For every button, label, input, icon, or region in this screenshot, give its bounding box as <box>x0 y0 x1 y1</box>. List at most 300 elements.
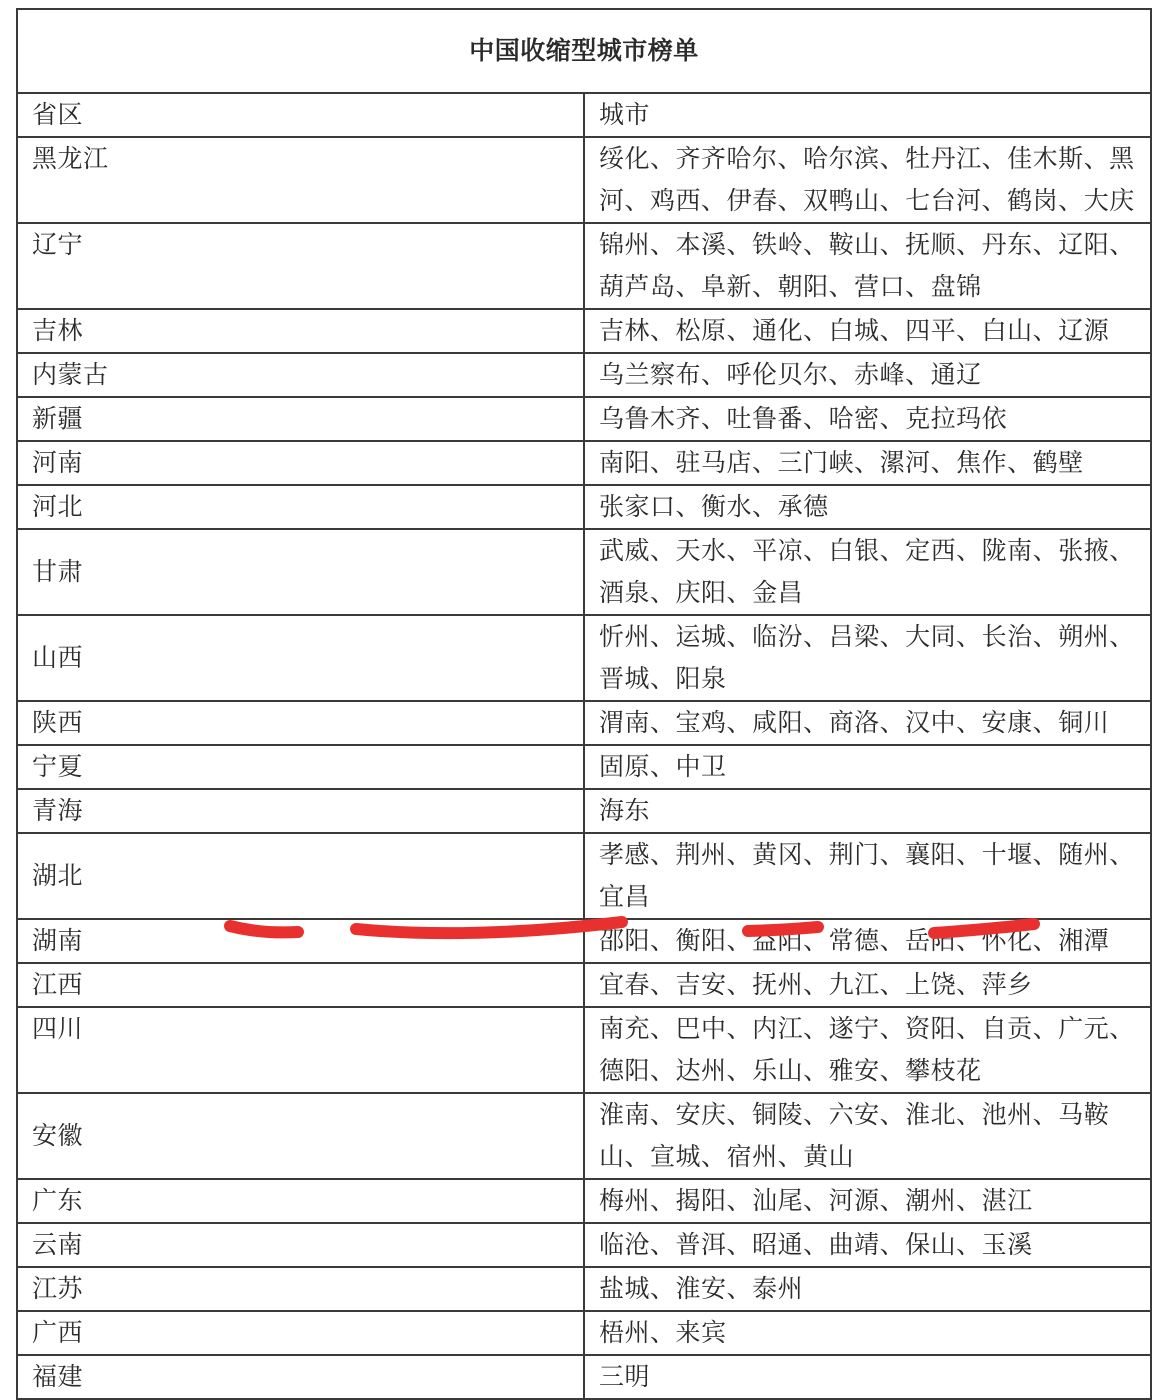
city-name: 临沧 <box>599 1230 651 1259</box>
province-cell: 内蒙古 <box>17 353 584 397</box>
city-separator: 、 <box>803 840 829 869</box>
table-row <box>17 397 1151 441</box>
city-separator: 、 <box>650 708 676 737</box>
city-separator: 、 <box>879 1100 906 1129</box>
city-separator: 、 <box>956 622 982 651</box>
cities-cell <box>584 615 1151 701</box>
city-name: 赤峰 <box>854 360 906 389</box>
province-cell: 宁夏 <box>17 745 584 789</box>
city-separator: 、 <box>956 230 982 259</box>
table-row <box>17 789 1151 833</box>
city-name: 抚顺 <box>905 230 957 259</box>
city-separator: 、 <box>777 1142 804 1171</box>
city-separator: 、 <box>956 1100 982 1129</box>
table-row <box>17 223 1151 309</box>
city-name: 乌鲁木齐 <box>599 404 702 433</box>
city-separator: 、 <box>828 360 855 389</box>
city-name: 铁岭 <box>752 230 804 259</box>
province-cell: 广西 <box>17 1311 584 1355</box>
city-separator: 、 <box>879 1230 906 1259</box>
city-name: 萍乡 <box>981 970 1033 999</box>
city-separator: 、 <box>879 970 906 999</box>
city-name: 武威 <box>599 536 651 565</box>
city-name: 盐城 <box>599 1274 651 1303</box>
city-name: 咸阳 <box>752 708 804 737</box>
city-name: 朝阳 <box>777 272 829 301</box>
table-row <box>17 745 1151 789</box>
city-name: 孝感 <box>599 840 651 869</box>
city-name: 辽源 <box>1058 316 1110 345</box>
city-name: 资阳 <box>905 1014 957 1043</box>
city-name: 南阳 <box>599 448 651 477</box>
city-name: 淮北 <box>905 1100 957 1129</box>
table-row <box>17 919 1151 963</box>
city-separator: 、 <box>879 536 906 565</box>
city-separator: 、 <box>1058 186 1084 215</box>
table-row <box>17 485 1151 529</box>
city-separator: 、 <box>803 622 829 651</box>
city-separator: 、 <box>854 448 880 477</box>
city-separator: 、 <box>956 316 982 345</box>
city-name: 天水 <box>675 536 727 565</box>
city-name: 鹤岗 <box>1007 186 1059 215</box>
cities-cell <box>584 963 1151 1007</box>
city-separator: 、 <box>803 536 829 565</box>
city-name: 通化 <box>752 316 804 345</box>
city-name: 双鸭山 <box>803 186 880 215</box>
table-row <box>17 1179 1151 1223</box>
city-separator: 、 <box>1032 1100 1059 1129</box>
city-separator: 、 <box>726 316 753 345</box>
city-name: 上饶 <box>905 970 957 999</box>
city-separator: 、 <box>803 970 829 999</box>
city-separator: 、 <box>701 404 727 433</box>
province-cell: 吉林 <box>17 309 584 353</box>
city-separator: 、 <box>905 272 931 301</box>
city-name: 梧州 <box>599 1318 651 1347</box>
city-separator: 、 <box>905 360 931 389</box>
cities-cell <box>584 789 1151 833</box>
city-separator: 、 <box>650 970 676 999</box>
city-name: 德阳 <box>599 1056 651 1085</box>
table-row <box>17 441 1151 485</box>
cities-cell <box>584 397 1151 441</box>
table-row <box>17 1267 1151 1311</box>
city-name: 自贡 <box>981 1014 1033 1043</box>
cities-cell <box>584 1223 1151 1267</box>
city-name: 攀枝花 <box>905 1056 982 1085</box>
city-separator: 、 <box>956 536 982 565</box>
city-name: 池州 <box>981 1100 1033 1129</box>
city-name: 宿州 <box>726 1142 778 1171</box>
city-separator: 、 <box>726 578 753 607</box>
city-separator: 、 <box>1032 1014 1059 1043</box>
city-name: 牡丹江 <box>905 144 982 173</box>
city-separator: 、 <box>650 1056 676 1085</box>
table-row <box>17 1223 1151 1267</box>
city-name: 营口 <box>854 272 906 301</box>
city-separator: 、 <box>726 1186 753 1215</box>
cities-cell <box>584 441 1151 485</box>
city-separator: 、 <box>726 1100 753 1129</box>
city-name: 随州 <box>1058 840 1110 869</box>
city-separator: 、 <box>803 230 829 259</box>
city-name: 益阳 <box>752 926 804 955</box>
city-name: 曲靖 <box>828 1230 880 1259</box>
city-name: 安庆 <box>675 1100 727 1129</box>
city-name: 铜川 <box>1058 708 1110 737</box>
cities-cell <box>584 529 1151 615</box>
city-name: 荆州 <box>675 840 727 869</box>
city-name: 宣城 <box>650 1142 702 1171</box>
city-name: 衡阳 <box>675 926 727 955</box>
city-name: 宜昌 <box>599 882 651 911</box>
city-separator: 、 <box>879 926 906 955</box>
city-separator: 、 <box>675 272 702 301</box>
city-name: 呼伦贝尔 <box>726 360 829 389</box>
cities-cell <box>584 833 1151 919</box>
city-name: 三明 <box>599 1362 651 1391</box>
city-separator: 、 <box>879 840 906 869</box>
cities-cell <box>584 919 1151 963</box>
city-separator: 、 <box>956 840 982 869</box>
city-separator: 、 <box>650 1274 676 1303</box>
cities-cell <box>584 1179 1151 1223</box>
table-row <box>17 1311 1151 1355</box>
city-separator: 、 <box>1109 230 1135 259</box>
province-cell: 新疆 <box>17 397 584 441</box>
city-name: 本溪 <box>675 230 727 259</box>
city-separator: 、 <box>650 230 676 259</box>
city-name: 汕尾 <box>752 1186 804 1215</box>
cities-cell <box>584 137 1151 223</box>
city-name: 十堰 <box>981 840 1033 869</box>
city-name: 黑河 <box>599 144 1135 215</box>
city-separator: 、 <box>752 272 778 301</box>
city-separator: 、 <box>1032 230 1059 259</box>
province-cell: 青海 <box>17 789 584 833</box>
city-separator: 、 <box>803 1186 829 1215</box>
city-name: 庆阳 <box>675 578 727 607</box>
city-name: 湛江 <box>981 1186 1033 1215</box>
city-separator: 、 <box>624 186 651 215</box>
header-city: 城市 <box>584 93 1151 137</box>
cities-cell <box>584 1267 1151 1311</box>
city-separator: 、 <box>726 536 753 565</box>
city-separator: 、 <box>879 316 906 345</box>
city-name: 松原 <box>675 316 727 345</box>
city-separator: 、 <box>726 926 753 955</box>
city-name: 辽阳 <box>1058 230 1110 259</box>
city-separator: 、 <box>828 272 855 301</box>
city-separator: 、 <box>1109 622 1135 651</box>
city-separator: 、 <box>879 1186 906 1215</box>
city-separator: 、 <box>1032 708 1059 737</box>
city-separator: 、 <box>1032 316 1059 345</box>
city-separator: 、 <box>650 1014 676 1043</box>
city-name: 黄山 <box>803 1142 855 1171</box>
province-cell: 云南 <box>17 1223 584 1267</box>
city-name: 普洱 <box>675 1230 727 1259</box>
city-separator: 、 <box>1109 536 1135 565</box>
shrinking-cities-table <box>16 8 1152 1400</box>
city-separator: 、 <box>956 1014 982 1043</box>
city-name: 昭通 <box>752 1230 804 1259</box>
city-separator: 、 <box>701 186 727 215</box>
city-name: 广元 <box>1058 1014 1110 1043</box>
city-separator: 、 <box>1083 144 1110 173</box>
province-cell: 江苏 <box>17 1267 584 1311</box>
province-cell: 湖南 <box>17 919 584 963</box>
city-separator: 、 <box>726 622 753 651</box>
city-name: 三门峡 <box>777 448 855 477</box>
province-cell: 安徽 <box>17 1093 584 1179</box>
city-name: 吕梁 <box>828 622 880 651</box>
city-name: 通辽 <box>930 360 982 389</box>
city-name: 四平 <box>905 316 957 345</box>
city-name: 潮州 <box>905 1186 957 1215</box>
city-separator: 、 <box>675 492 702 521</box>
city-separator: 、 <box>650 1230 676 1259</box>
city-name: 承德 <box>777 492 829 521</box>
city-separator: 、 <box>650 144 676 173</box>
city-separator: 、 <box>879 708 906 737</box>
city-name: 宜春 <box>599 970 651 999</box>
province-cell: 河北 <box>17 485 584 529</box>
city-separator: 、 <box>803 1014 829 1043</box>
city-separator: 、 <box>726 970 753 999</box>
city-name: 衡水 <box>701 492 753 521</box>
city-separator: 、 <box>803 708 829 737</box>
city-name: 绥化 <box>599 144 651 173</box>
city-name: 乐山 <box>752 1056 804 1085</box>
table-row <box>17 353 1151 397</box>
cities-cell <box>584 223 1151 309</box>
city-separator: 、 <box>701 360 727 389</box>
table-row <box>17 137 1151 223</box>
table-row <box>17 309 1151 353</box>
city-name: 揭阳 <box>675 1186 727 1215</box>
city-separator: 、 <box>650 840 676 869</box>
city-name: 抚州 <box>752 970 804 999</box>
city-separator: 、 <box>879 1014 906 1043</box>
city-name: 平凉 <box>752 536 804 565</box>
city-name: 白银 <box>828 536 880 565</box>
cities-cell <box>584 1007 1151 1093</box>
city-name: 九江 <box>828 970 880 999</box>
city-name: 白城 <box>828 316 880 345</box>
city-separator: 、 <box>726 708 753 737</box>
city-name: 长治 <box>981 622 1033 651</box>
city-name: 定西 <box>905 536 957 565</box>
city-name: 焦作 <box>956 448 1008 477</box>
city-separator: 、 <box>650 1100 676 1129</box>
cities-cell <box>584 1355 1151 1399</box>
city-separator: 、 <box>650 536 676 565</box>
city-name: 张掖 <box>1058 536 1110 565</box>
province-cell: 陕西 <box>17 701 584 745</box>
city-name: 泰州 <box>752 1274 804 1303</box>
city-separator: 、 <box>1007 448 1033 477</box>
province-cell: 辽宁 <box>17 223 584 309</box>
city-separator: 、 <box>726 1230 753 1259</box>
table-row <box>17 1093 1151 1179</box>
province-cell: 黑龙江 <box>17 137 584 223</box>
city-name: 安康 <box>981 708 1033 737</box>
city-separator: 、 <box>981 186 1008 215</box>
city-name: 哈密 <box>828 404 880 433</box>
city-separator: 、 <box>930 448 957 477</box>
city-name: 吐鲁番 <box>726 404 804 433</box>
city-separator: 、 <box>879 404 906 433</box>
city-name: 锦州 <box>599 230 651 259</box>
city-name: 怀化 <box>981 926 1033 955</box>
city-name: 内江 <box>752 1014 804 1043</box>
city-name: 汉中 <box>905 708 957 737</box>
city-name: 商洛 <box>828 708 880 737</box>
city-separator: 、 <box>726 1274 753 1303</box>
city-name: 大同 <box>905 622 957 651</box>
province-cell: 广东 <box>17 1179 584 1223</box>
city-separator: 、 <box>726 230 753 259</box>
city-name: 来宾 <box>675 1318 727 1347</box>
city-name: 克拉玛依 <box>905 404 1008 433</box>
title-row <box>17 9 1151 93</box>
table-row <box>17 529 1151 615</box>
city-separator: 、 <box>803 316 829 345</box>
city-name: 晋城 <box>599 664 651 693</box>
city-separator: 、 <box>650 1318 676 1347</box>
city-name: 陇南 <box>981 536 1033 565</box>
city-name: 铜陵 <box>752 1100 804 1129</box>
city-name: 金昌 <box>752 578 804 607</box>
cities-cell <box>584 701 1151 745</box>
city-separator: 、 <box>650 752 676 781</box>
city-separator: 、 <box>1032 536 1059 565</box>
city-name: 运城 <box>675 622 727 651</box>
city-separator: 、 <box>624 1142 651 1171</box>
province-cell: 湖北 <box>17 833 584 919</box>
city-name: 张家口 <box>599 492 676 521</box>
city-separator: 、 <box>956 970 982 999</box>
cities-cell <box>584 1311 1151 1355</box>
city-name: 阜新 <box>701 272 753 301</box>
city-name: 葫芦岛 <box>599 272 676 301</box>
city-name: 遂宁 <box>828 1014 880 1043</box>
city-separator: 、 <box>650 448 676 477</box>
city-name: 大庆 <box>1083 186 1135 215</box>
city-name: 鞍山 <box>828 230 880 259</box>
city-name: 七台河 <box>905 186 982 215</box>
city-separator: 、 <box>1032 926 1059 955</box>
header-row <box>17 93 1151 137</box>
city-name: 伊春 <box>726 186 778 215</box>
province-cell: 江西 <box>17 963 584 1007</box>
city-name: 常德 <box>828 926 880 955</box>
city-separator: 、 <box>752 448 778 477</box>
city-separator: 、 <box>650 926 676 955</box>
table-title: 中国收缩型城市榜单 <box>17 9 1151 93</box>
city-name: 酒泉 <box>599 578 651 607</box>
city-separator: 、 <box>726 840 753 869</box>
city-name: 丹东 <box>981 230 1033 259</box>
city-name: 临汾 <box>752 622 804 651</box>
table-row <box>17 963 1151 1007</box>
city-name: 黄冈 <box>752 840 804 869</box>
city-name: 齐齐哈尔 <box>675 144 778 173</box>
province-cell: 四川 <box>17 1007 584 1093</box>
city-name: 漯河 <box>879 448 931 477</box>
city-name: 盘锦 <box>930 272 982 301</box>
city-separator: 、 <box>956 1186 982 1215</box>
city-name: 哈尔滨 <box>803 144 880 173</box>
city-separator: 、 <box>650 664 676 693</box>
city-name: 宝鸡 <box>675 708 727 737</box>
city-separator: 、 <box>1032 840 1059 869</box>
city-name: 保山 <box>905 1230 957 1259</box>
province-cell: 甘肃 <box>17 529 584 615</box>
city-name: 朔州 <box>1058 622 1110 651</box>
city-name: 岳阳 <box>905 926 957 955</box>
cities-cell <box>584 353 1151 397</box>
city-separator: 、 <box>726 1056 753 1085</box>
city-separator: 、 <box>879 230 906 259</box>
table-row <box>17 615 1151 701</box>
city-name: 鸡西 <box>650 186 702 215</box>
table-row <box>17 701 1151 745</box>
city-separator: 、 <box>956 926 982 955</box>
city-name: 达州 <box>675 1056 727 1085</box>
city-separator: 、 <box>650 316 676 345</box>
city-separator: 、 <box>650 578 676 607</box>
city-separator: 、 <box>956 1230 982 1259</box>
city-separator: 、 <box>981 144 1008 173</box>
city-separator: 、 <box>879 144 906 173</box>
province-cell: 福建 <box>17 1355 584 1399</box>
city-name: 淮南 <box>599 1100 651 1129</box>
city-separator: 、 <box>803 1100 829 1129</box>
city-name: 南充 <box>599 1014 651 1043</box>
city-name: 巴中 <box>675 1014 727 1043</box>
table-row <box>17 1007 1151 1093</box>
province-cell: 河南 <box>17 441 584 485</box>
city-name: 固原 <box>599 752 651 781</box>
city-name: 河源 <box>828 1186 880 1215</box>
city-name: 吉林 <box>599 316 651 345</box>
city-separator: 、 <box>956 708 982 737</box>
city-name: 六安 <box>828 1100 880 1129</box>
city-name: 驻马店 <box>675 448 753 477</box>
city-separator: 、 <box>803 1056 829 1085</box>
cities-cell <box>584 745 1151 789</box>
table-row <box>17 1355 1151 1399</box>
table-row <box>17 833 1151 919</box>
city-name: 湘潭 <box>1058 926 1110 955</box>
city-name: 荆门 <box>828 840 880 869</box>
province-cell: 山西 <box>17 615 584 701</box>
city-name: 渭南 <box>599 708 651 737</box>
city-name: 马鞍山 <box>599 1100 1110 1171</box>
city-name: 鹤壁 <box>1032 448 1084 477</box>
city-separator: 、 <box>726 1014 753 1043</box>
city-name: 中卫 <box>675 752 727 781</box>
city-separator: 、 <box>803 404 829 433</box>
city-separator: 、 <box>879 1056 906 1085</box>
city-separator: 、 <box>803 1230 829 1259</box>
city-separator: 、 <box>1032 622 1059 651</box>
city-separator: 、 <box>879 186 906 215</box>
city-separator: 、 <box>650 1186 676 1215</box>
